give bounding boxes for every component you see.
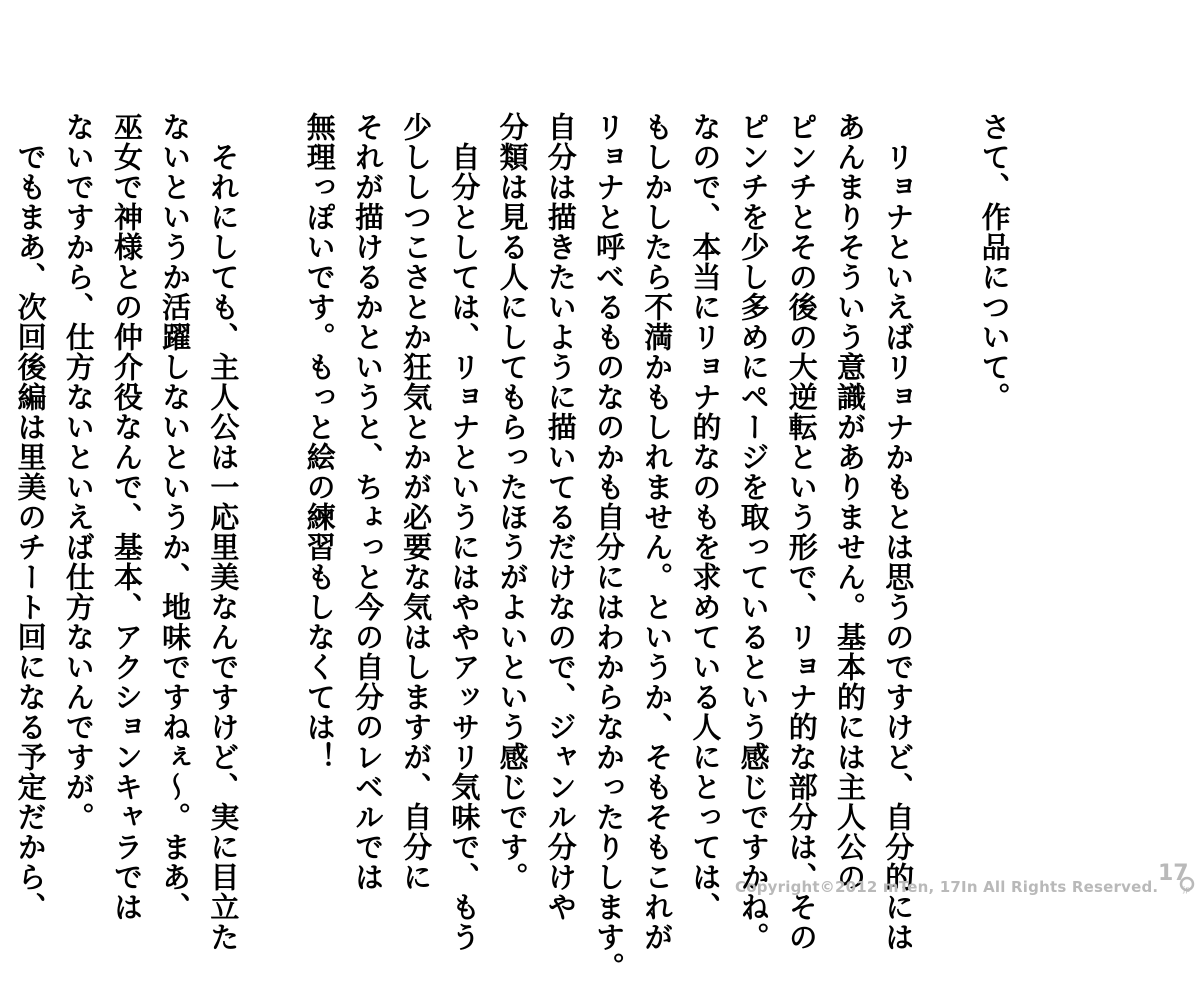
site-logo	[1156, 854, 1196, 894]
svg-text:jp: jp	[1183, 885, 1191, 894]
paragraph-ryona	[488, 112, 922, 982]
paragraph-self: 自分としては、リョナというにはややアッサリ気味で、もう 少ししつこさとか狂気とかが必要な気はしますが、自分に それが描けるかというと、ちょっと今の自分のレベルでは 無理っぽいです。もっと絵の練習もしなくては！	[302, 112, 482, 952]
site-logo-icon	[1156, 854, 1196, 894]
paragraph-ryona-lines-2: なので、本当にリョナ的なのもを求めている人にとっては、 もしかしたら不満かもしれません。というか、そもそもこれが リョナと呼べるものなのかも自分にはわからなかったりします。 自分は描きたいように描いてるだけなので、ジャンル分けや 分類は見る人にしてもらったほうがよいという感じです。	[495, 112, 723, 982]
copyright-notice: Copyright©2012 mTen, 17In All Rights Reserved.	[735, 878, 1159, 896]
paragraph-protagonist: それにしても、主人公は一応里美なんですけど、実に目立た ないというか活躍しないというか、地味ですねぇ～。まあ、 巫女で神様との仲介役なんで、基本、アクションキャラでは ないですから、仕方ないといえば仕方ないんですが。 でもまあ、次回後編は里美のチート回になる予定だから、	[13, 112, 241, 952]
paragraph-title: さて、作品について。	[977, 112, 1012, 412]
svg-text:17: 17	[1158, 861, 1189, 886]
paragraph-ryona-pinch-line: ピンチを少し多めにページを取っているという感じですかね。	[736, 112, 771, 952]
paragraph-ryona-lines-1: リョナといえばリョナかもとは思うのですけど、自分的には あんまりそういう意識がありません。基本的には主人公の ピンチとその後の大逆転という形で、リョナ的な部分は、その	[784, 112, 916, 952]
paragraph-spacer	[247, 112, 295, 872]
paragraph-spacer	[922, 112, 970, 872]
